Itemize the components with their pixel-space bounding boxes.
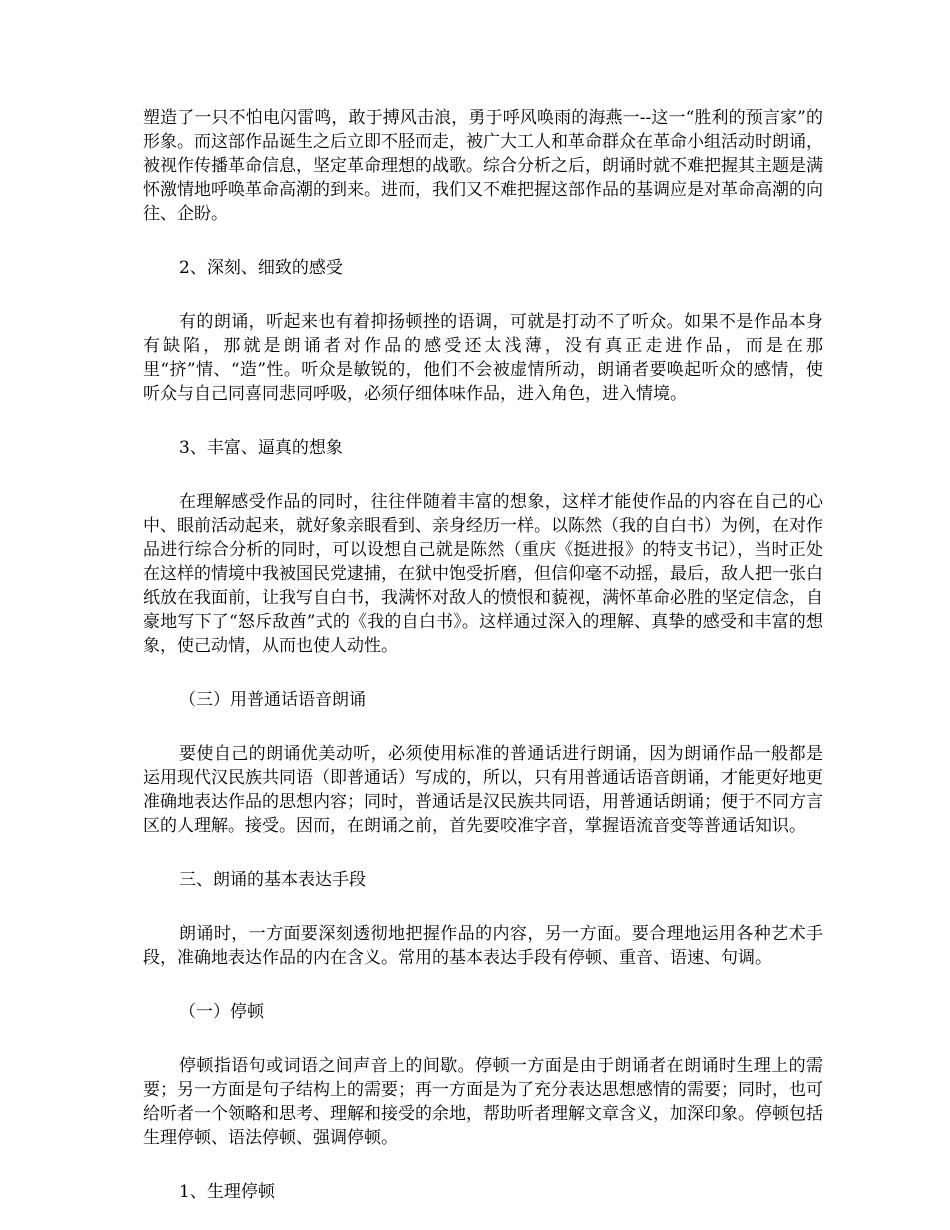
paragraph-mandarin-recitation: 要使自己的朗诵优美动听，必须使用标准的普通话进行朗诵，因为朗诵作品一般都是运用现代汉民族共同语（即普通话）写成的，所以，只有用普通话语音朗诵，才能更好地更准确地表达作品的思想内容；同时，普通话是汉民族共同语，用普通话朗诵；便于不同方言区的人理解。接受。因而，在朗诵之前，首先要咬准字音，掌握语流音变等普通话知识。 xyxy=(143,744,823,836)
paragraph-rich-imagination: 在理解感受作品的同时，往往伴随着丰富的想象，这样才能使作品的内容在自己的心中、眼前活动起来，就好象亲眼看到、亲身经历一样。以陈然（我的自白书）为例，在对作品进行综合分析的同时，可以设想自己就是陈然（重庆《挺进报》的特支书记），当时正处在这样的情境中我被国民党逮捕，在狱中饱受折磨，但信仰毫不动摇，最后，敌人把一张白纸放在我面前，让我写自白书，我满怀对敌人的愤恨和藐视，满怀革命必胜的坚定信念，自豪地写下了“怒斥敌酋”式的《我的自白书》。这样通过深入的理解、真挚的感受和丰富的想象，使己动情，从而也使人动性。 xyxy=(143,492,823,656)
heading-physiological-pause: 1、生理停顿 xyxy=(179,1182,275,1202)
heading-rich-imagination: 3、丰富、逼真的想象 xyxy=(179,438,343,458)
heading-mandarin-recitation: （三）用普通话语音朗诵 xyxy=(179,690,366,710)
heading-expression-means: 三、朗诵的基本表达手段 xyxy=(179,870,366,890)
document-page xyxy=(143,106,823,1204)
paragraph-expression-means: 朗诵时，一方面要深刻透彻地把握作品的内容，另一方面。要合理地运用各种艺术手段，准确地表达作品的内在含义。常用的基本表达手段有停顿、重音、语速、句调。 xyxy=(143,924,823,968)
paragraph-pause: 停顿指语句或词语之间声音上的间歇。停顿一方面是由于朗诵者在朗诵时生理上的需要；另一方面是句子结构上的需要；再一方面是为了充分表达思想感情的需要；同时，也可给听者一个领略和思考、理解和接受的余地，帮助听者理解文章含义，加深印象。停顿包括生理停顿、语法停顿、强调停顿。 xyxy=(143,1056,823,1148)
paragraph-haiyan-theme: 塑造了一只不怕电闪雷鸣，敢于搏风击浪，勇于呼风唤雨的海燕一--这一“胜利的预言家”的形象。而这部作品诞生之后立即不胫而走，被广大工人和革命群众在革命小组活动时朗诵，被视作传播革命信息，坚定革命理想的战歌。综合分析之后，朗诵时就不难把握其主题是满怀激情地呼唤革命高潮的到来。进而，我们又不难把握这部作品的基调应是对革命高潮的向往、企盼。 xyxy=(143,108,823,224)
heading-deep-feeling: 2、深刻、细致的感受 xyxy=(179,258,343,278)
heading-pause: （一）停顿 xyxy=(179,1002,264,1022)
paragraph-deep-feeling: 有的朗诵，听起来也有着抑扬顿挫的语调，可就是打动不了听众。如果不是作品本身有缺陷，那就是朗诵者对作品的感受还太浅薄，没有真正走进作品，而是在那里“挤”情、“造”性。听众是敏锐的，他们不会被虚情所动，朗诵者要唤起听众的感情，使听众与自己同喜同悲同呼吸，必须仔细体味作品，进入角色，进入情境。 xyxy=(143,312,823,404)
